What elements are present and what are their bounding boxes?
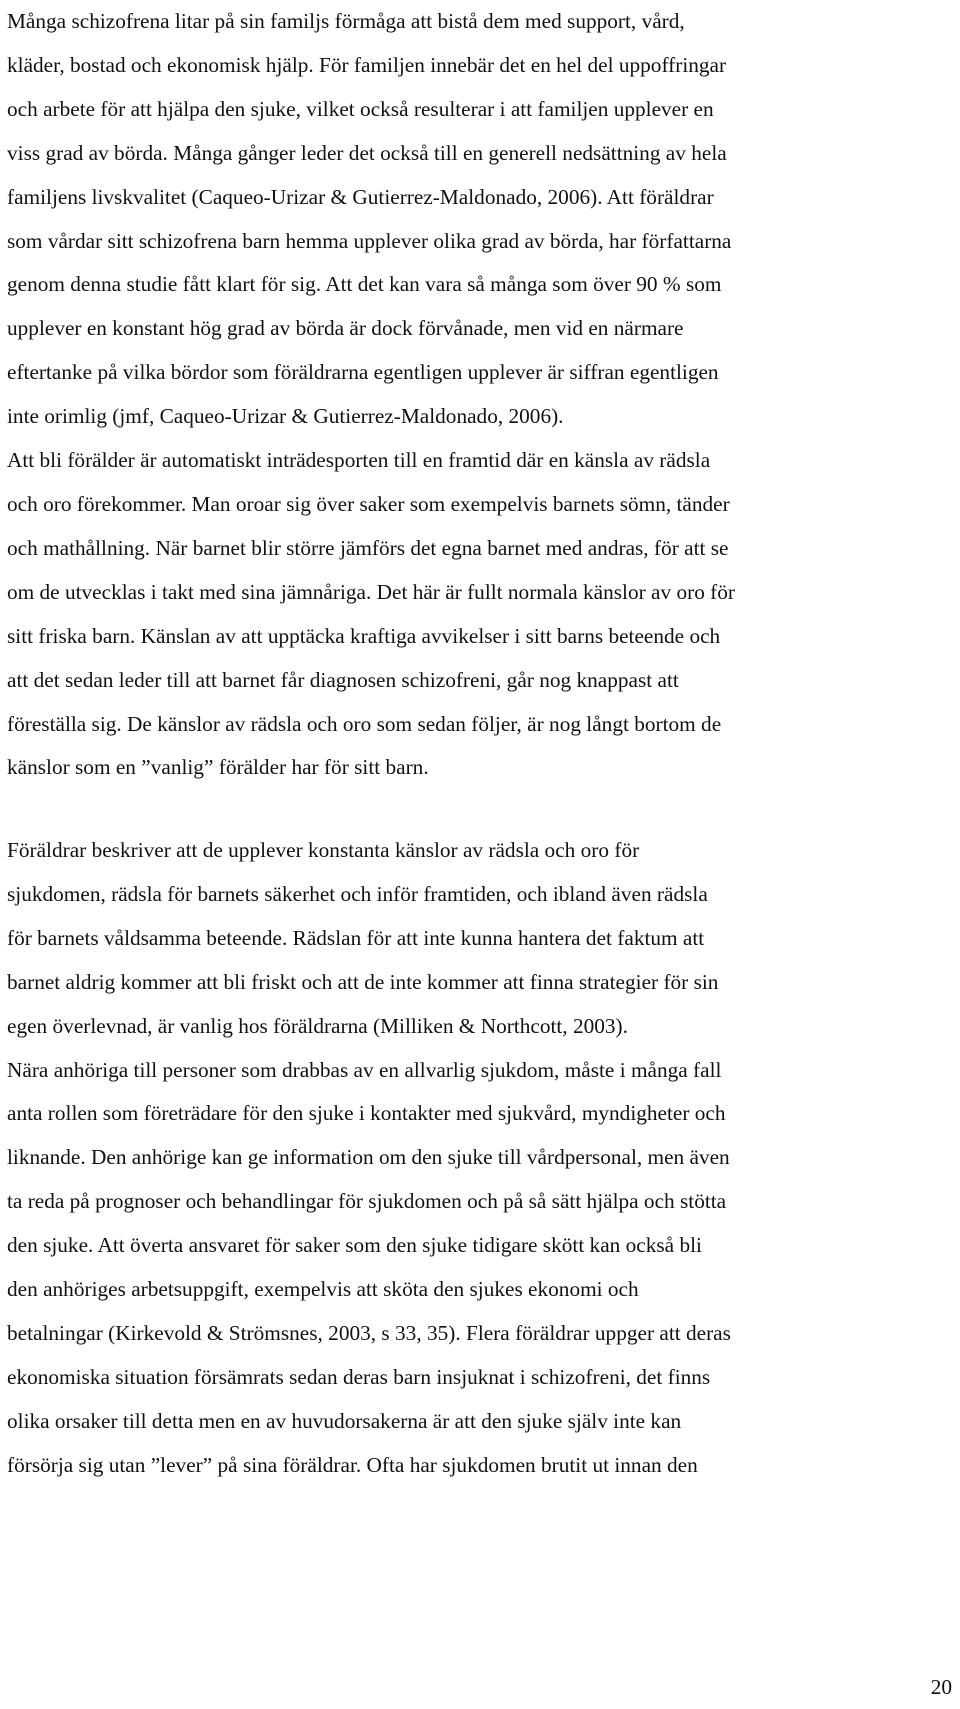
text-line: och oro förekommer. Man oroar sig över saker som exempelvis barnets sömn, tänder: [7, 491, 730, 516]
text-line: sitt friska barn. Känslan av att upptäcka kraftiga avvikelser i sitt barns beteende och: [7, 623, 721, 648]
text-line: liknande. Den anhörige kan ge information om den sjuke till vårdpersonal, men även: [7, 1145, 730, 1170]
text-line: inte orimlig (jmf, Caqueo-Urizar & Gutierrez-Maldonado, 2006).: [7, 404, 564, 429]
text-line: den sjuke. Att överta ansvaret för saker som den sjuke tidigare skött kan också bli: [7, 1233, 702, 1258]
body-text-section-1: [7, 0, 952, 790]
text-line: familjens livskvalitet (Caqueo-Urizar & Gutierrez-Maldonado, 2006). Att föräldrar: [7, 184, 714, 209]
text-line: viss grad av börda. Många gånger leder det också till en generell nedsättning av hela: [7, 140, 727, 165]
page-number: 20: [930, 1675, 952, 1699]
text-line: Föräldrar beskriver att de upplever konstanta känslor av rädsla och oro för: [7, 838, 640, 862]
text-line: ta reda på prognoser och behandlingar för sjukdomen och på så sätt hjälpa och stötta: [7, 1189, 727, 1214]
text-line: olika orsaker till detta men en av huvudorsakerna är att den sjuke själv inte kan: [7, 1408, 682, 1433]
body-text-section-2: [7, 829, 952, 1488]
text-line: som vårdar sitt schizofrena barn hemma upplever olika grad av börda, har författarna: [7, 228, 732, 253]
text-line: egen överlevnad, är vanlig hos föräldrarna (Milliken & Northcott, 2003).: [7, 1013, 628, 1038]
text-line: Att bli förälder är automatiskt inträdesporten till en framtid där en känsla av rädsla: [7, 448, 711, 473]
text-line: och mathållning. När barnet blir större jämförs det egna barnet med andras, för att se: [7, 535, 729, 560]
text-line: ekonomiska situation försämrats sedan deras barn insjuknat i schizofreni, det finns: [7, 1364, 711, 1389]
text-line: barnet aldrig kommer att bli friskt och att de inte kommer att finna strategier för sin: [7, 969, 719, 994]
text-line: genom denna studie fått klart för sig. Att det kan vara så många som över 90 % som: [7, 272, 722, 297]
text-line: om de utvecklas i takt med sina jämnåriga. Det här är fullt normala känslor av oro för: [7, 579, 735, 604]
text-line: sjukdomen, rädsla för barnets säkerhet och inför framtiden, och ibland även rädsla: [7, 881, 708, 906]
text-line: känslor som en ”vanlig” förälder har för sitt barn.: [7, 755, 429, 780]
text-line: att det sedan leder till att barnet får diagnosen schizofreni, går nog knappast att: [7, 667, 679, 692]
text-line: eftertanke på vilka bördor som föräldrarna egentligen upplever är siffran egentligen: [7, 360, 719, 385]
text-line: upplever en konstant hög grad av börda är dock förvånade, men vid en närmare: [7, 316, 684, 341]
text-line: föreställa sig. De känslor av rädsla och oro som sedan följer, är nog långt bortom de: [7, 711, 722, 736]
text-line: kläder, bostad och ekonomisk hjälp. För familjen innebär det en hel del uppoffringar: [7, 52, 727, 77]
text-line: betalningar (Kirkevold & Strömsnes, 2003, s 33, 35). Flera föräldrar uppger att deras: [7, 1320, 731, 1345]
text-line: Många schizofrena litar på sin familjs förmåga att bistå dem med support, vård,: [7, 9, 685, 33]
text-line: för barnets våldsamma beteende. Rädslan för att inte kunna hantera det faktum att: [7, 925, 705, 950]
text-line: försörja sig utan ”lever” på sina föräldrar. Ofta har sjukdomen brutit ut innan den: [7, 1452, 698, 1477]
text-line: Nära anhöriga till personer som drabbas av en allvarlig sjukdom, måste i många fall: [7, 1057, 722, 1082]
text-line: anta rollen som företrädare för den sjuke i kontakter med sjukvård, myndigheter och: [7, 1101, 726, 1126]
text-line: och arbete för att hjälpa den sjuke, vilket också resulterar i att familjen upplever en: [7, 96, 714, 121]
text-line: den anhöriges arbetsuppgift, exempelvis att sköta den sjukes ekonomi och: [7, 1277, 639, 1302]
